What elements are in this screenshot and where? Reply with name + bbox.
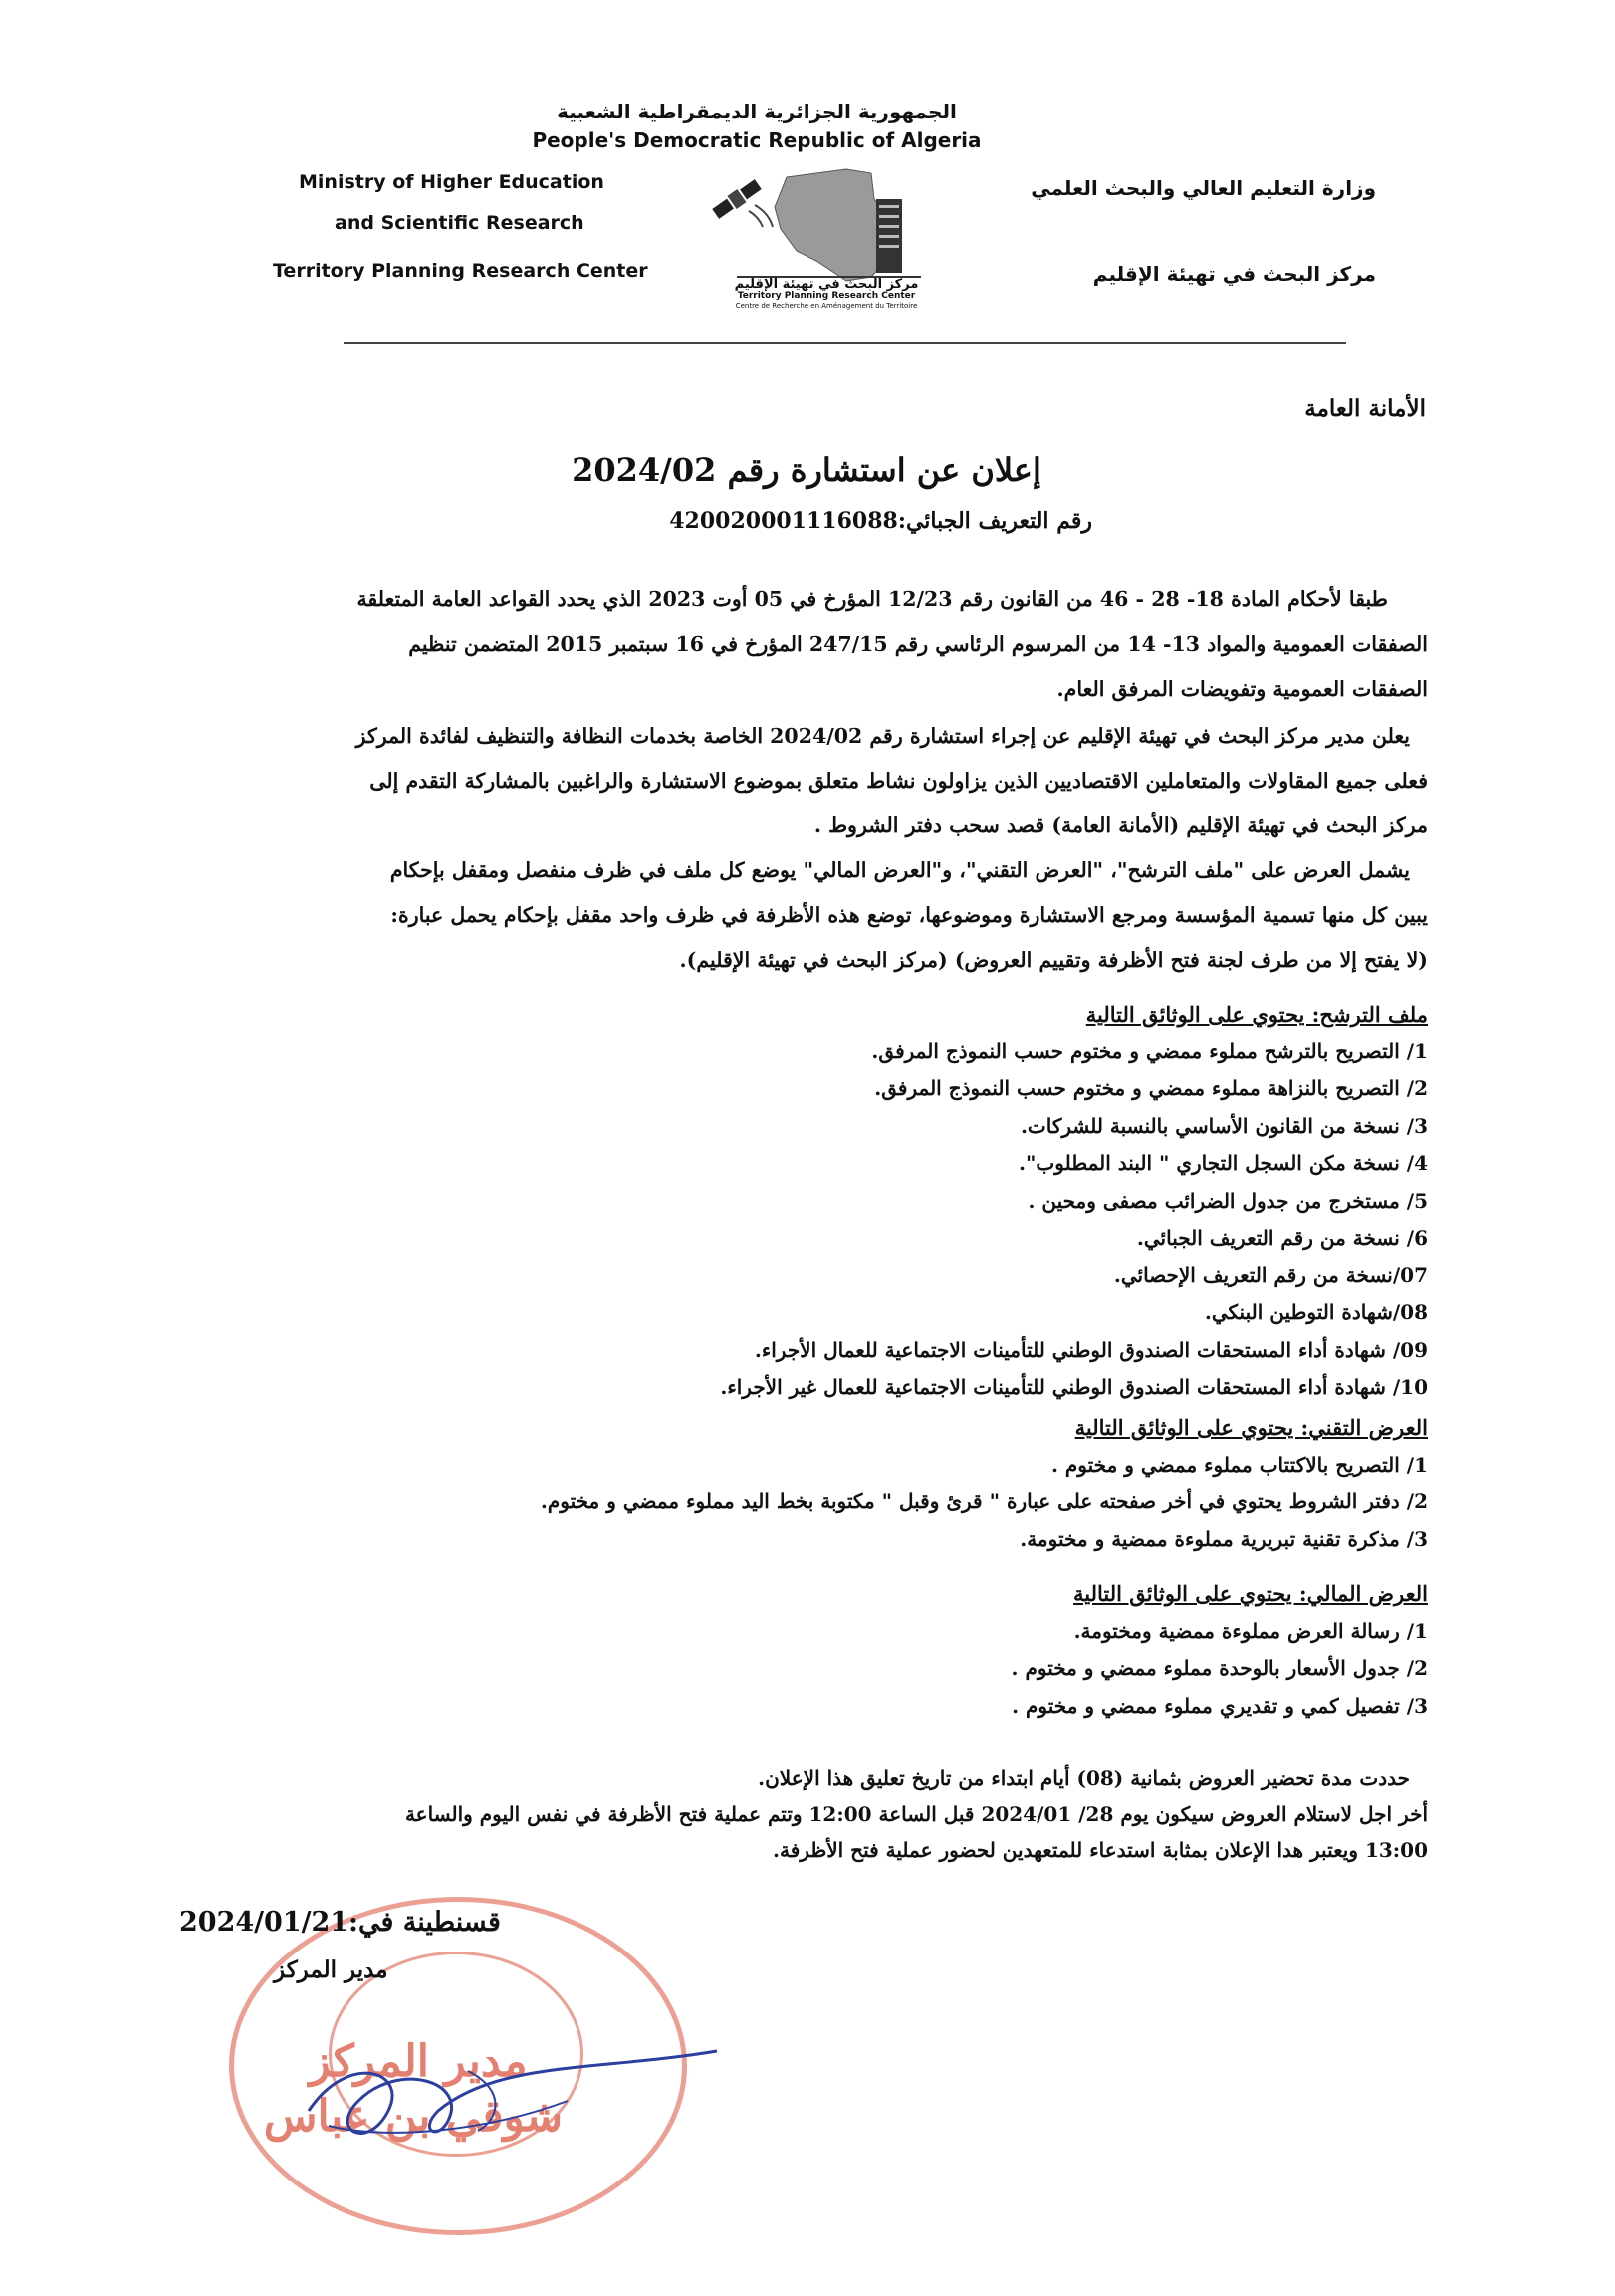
closing-block: [173, 1760, 1428, 1868]
technical-title: العرض التقني: يحتوي على الوثائق التالية: [1074, 1415, 1428, 1440]
list-item: 5/ مستخرج من جدول الضرائب مصفى ومحين .: [1028, 1188, 1428, 1213]
paragraph-line: الصفقات العمومية وتفويضات المرفق العام.: [1056, 677, 1428, 701]
list-item: 3/ نسخة من القانون الأساسي بالنسبة للشركات.: [1020, 1113, 1428, 1138]
list-item: 1/ التصريح بالترشح مملوء ممضي و مختوم حسب النموذج المرفق.: [871, 1038, 1428, 1063]
closing-line: أخر اجل لاستلام العروض سيكون يوم 28/ 2024/01 قبل الساعة 12:00 وتتم عملية فتح الأظرفة في نفس اليوم والساعة: [404, 1802, 1428, 1826]
republic-title-ar: الجمهورية الجزائرية الديمقراطية الشعبية: [557, 100, 957, 123]
logo-caption-fr: Centre de Recherche en Aménagement du Territoire: [735, 302, 918, 310]
paragraph-line: فعلى جميع المقاولات والمتعاملين الاقتصاديين الذين يزاولون نشاط متعلق بموضوع الاستشارة والراغبين بالمشاركة التقدم إلى: [369, 769, 1428, 793]
logo-caption-ar: مركز البحث في تهيئة الإقليم: [734, 277, 919, 292]
list-item: 1/ التصريح بالاكتتاب مملوء ممضي و مختوم .: [1050, 1452, 1428, 1477]
ministry-name-en-line2: and Scientific Research: [335, 212, 584, 234]
closing-line: 13:00 ويعتبر هدا الإعلان بمثابة استدعاء للمتعهدين لحضور عملية فتح الأظرفة.: [773, 1838, 1428, 1862]
list-item: 07/نسخة من رقم التعريف الإحصائي.: [1113, 1263, 1428, 1287]
stamp-director-title: مدير المركز: [309, 2036, 528, 2087]
stamp-director-name: شوقي بن عباس: [263, 2091, 564, 2142]
paragraph-line: مركز البحث في تهيئة الإقليم (الأمانة العامة) قصد سحب دفتر الشروط .: [813, 813, 1428, 837]
announcement-title: إعلان عن استشارة رقم 2024/02: [572, 451, 1041, 489]
center-name-en: Territory Planning Research Center: [273, 260, 648, 282]
paragraph-line: يبين كل منها تسمية المؤسسة ومرجع الاستشارة وموضوعها، توضع هذه الأظرفة في ظرف واحد مقفل بإحكام يحمل عبارة:: [390, 903, 1428, 927]
list-item: 6/ نسخة من رقم التعريف الجبائي.: [1136, 1226, 1428, 1250]
list-item: 3/ تفصيل كمي و تقديري مملوء ممضي و مختوم .: [1012, 1693, 1428, 1718]
technical-section: [173, 1409, 1428, 1558]
handwritten-signature: [269, 2031, 747, 2161]
department-label: الأمانة العامة: [1304, 395, 1426, 422]
candidacy-title: ملف الترشح: يحتوي على الوثائق التالية: [1085, 1002, 1428, 1027]
paragraph-line: طبقا لأحكام المادة 18- 28 - 46 من القانون رقم 12/23 المؤرخ في 05 أوت 2023 الذي يحدد القواعد العامة المتعلقة: [356, 587, 1388, 611]
list-item: 3/ مذكرة تقنية تبريرية مملوءة ممضية و مختومة.: [1020, 1526, 1428, 1551]
signature-role: مدير المركز: [274, 1956, 388, 1983]
ministry-name-ar: وزارة التعليم العالي والبحث العلمي: [1031, 176, 1376, 200]
header-divider: [344, 342, 1346, 344]
paragraph-line: (لا يفتح إلا من طرف لجنة فتح الأظرفة وتقييم العروض) (مركز البحث في تهيئة الإقليم).: [679, 948, 1428, 972]
signature-place-date: قسنطينة في:2024/01/21: [179, 1907, 501, 1938]
list-item: 08/شهادة التوطين البنكي.: [1204, 1300, 1428, 1324]
list-item: 10/ شهادة أداء المستحقات الصندوق الوطني للتأمينات الاجتماعية للعمال غير الأجراء.: [720, 1375, 1428, 1399]
paragraph-line: الصفقات العمومية والمواد 13- 14 من المرسوم الرئاسي رقم 247/15 المؤرخ في 16 سبتمبر 2015 المتضمن تنظيم: [408, 632, 1428, 656]
list-item: 2/ التصريح بالنزاهة مملوء ممضي و مختوم حسب النموذج المرفق.: [874, 1076, 1428, 1100]
closing-line: حددت مدة تحضير العروض بثمانية (08) أيام ابتداء من تاريخ تعليق هذا الإعلان.: [758, 1766, 1410, 1790]
ministry-name-en-line1: Ministry of Higher Education: [299, 171, 604, 193]
list-item: 09/ شهادة أداء المستحقات الصندوق الوطني للتأمينات الاجتماعية للعمال الأجراء.: [754, 1337, 1428, 1362]
republic-title-en: People's Democratic Republic of Algeria: [532, 128, 982, 152]
financial-title: العرض المالي: يحتوي على الوثائق التالية: [1073, 1581, 1428, 1606]
paragraph-line: يشمل العرض على "ملف الترشح"، "العرض التقني"، و"العرض المالي" يوضع كل ملف في ظرف منفصل ومقفل بإحكام: [389, 858, 1410, 882]
financial-section: [173, 1575, 1428, 1724]
tax-id: رقم التعريف الجبائي:420020001116088: [669, 508, 1092, 534]
candidacy-section: [173, 996, 1428, 1407]
list-item: 1/ رسالة العرض مملوءة ممضية ومختومة.: [1073, 1618, 1428, 1643]
list-item: 4/ نسخة مكن السجل التجاري " البند المطلوب".: [1019, 1151, 1428, 1175]
logo-caption-en: Territory Planning Research Center: [737, 291, 916, 301]
center-name-ar: مركز البحث في تهيئة الإقليم: [1092, 262, 1376, 286]
paragraph-announcement: [173, 714, 1428, 848]
paragraph-line: يعلن مدير مركز البحث في تهيئة الإقليم عن إجراء استشارة رقم 2024/02 الخاصة بخدمات النظافة والتنظيف لفائدة المركز: [355, 724, 1410, 748]
paragraph-legal-basis: [173, 577, 1428, 712]
list-item: 2/ دفتر الشروط يحتوي في أخر صفحته على عبارة " قرئ وقبل " مكتوبة بخط اليد مملوء ممضي و مختوم.: [540, 1490, 1428, 1513]
center-logo: [697, 159, 956, 309]
paragraph-offer-contents: [173, 848, 1428, 983]
list-item: 2/ جدول الأسعار بالوحدة مملوء ممضي و مختوم .: [1011, 1656, 1428, 1680]
